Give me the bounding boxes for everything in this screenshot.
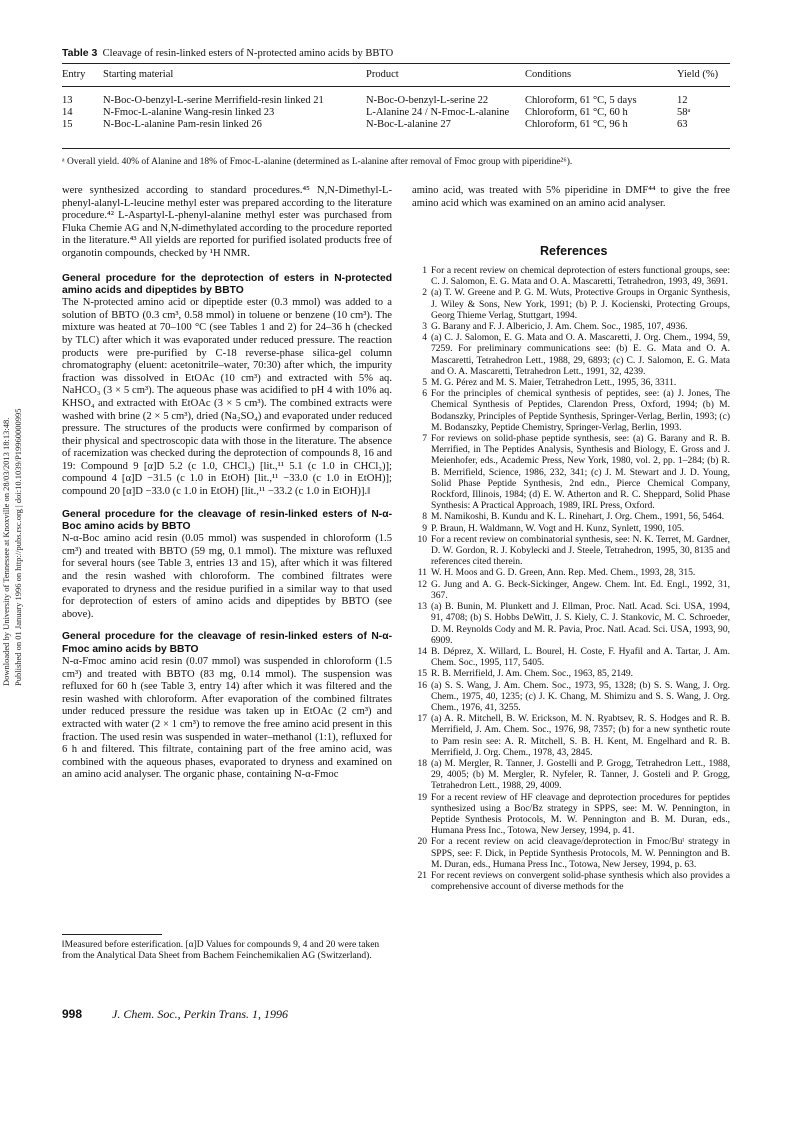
reference-item xyxy=(412,287,730,321)
reference-item xyxy=(412,668,730,679)
cell-yield: 58ᵃ xyxy=(677,107,691,118)
reference-number: 17 xyxy=(417,713,427,725)
reference-item xyxy=(412,511,730,522)
table-header-product: Product xyxy=(366,69,399,80)
reference-text: B. Déprez, X. Willard, L. Bourel, H. Coste, F. Hyafil and A. Tartar, J. Am. Chem. Soc., 1995, 117, 5405. xyxy=(431,645,730,669)
reference-item xyxy=(412,534,730,568)
reference-item xyxy=(412,579,730,601)
cell-conditions: Chloroform, 61 °C, 60 h xyxy=(525,107,628,118)
cell-start: N-Fmoc-L-alanine Wang-resin linked 23 xyxy=(103,107,275,118)
table-row xyxy=(62,107,730,119)
reference-item xyxy=(412,646,730,668)
table-top-rule xyxy=(62,63,730,64)
reference-item xyxy=(412,265,730,287)
reference-text: (a) M. Mergler, R. Tanner, J. Gostelli and P. Grogg, Tetrahedron Lett., 1988, 29, 4005; (b) M. Mergler, R. Nyfeler, R. Tanner, J. Gosteli and P. Grogg, Tetrahedron Lett., 1988, 29, 4009. xyxy=(431,757,730,792)
cell-product: N-Boc-L-alanine 27 xyxy=(366,119,451,130)
table-caption-text: Cleavage of resin-linked esters of N-protected amino acids by BBTO xyxy=(102,48,394,59)
reference-number: 15 xyxy=(417,668,427,680)
cell-yield: 12 xyxy=(677,95,688,106)
table-bottom-rule xyxy=(62,148,730,149)
reference-item xyxy=(412,567,730,578)
reference-text: For a recent review on chemical deprotection of esters functional groups, see: C. J. Salomon, E. G. Mata and O. A. Mascaretti, Tetrahedron, 1993, 49, 3691. xyxy=(431,265,730,288)
left-column xyxy=(62,185,392,782)
table-caption-label: Table 3 xyxy=(62,47,98,59)
reference-item xyxy=(412,433,730,511)
reference-item xyxy=(412,601,730,646)
cell-start: N-Boc-O-benzyl-L-serine Merrifield-resin linked 21 xyxy=(103,95,324,106)
reference-number: 21 xyxy=(417,869,427,881)
table-header-start: Starting material xyxy=(103,69,174,80)
reference-item xyxy=(412,388,730,433)
reference-number: 18 xyxy=(417,757,427,769)
reference-text: (a) S. S. Wang, J. Am. Chem. Soc., 1973, 95, 1328; (b) S. S. Wang, J. Org. Chem., 1975, 40, 1235; (c) J. K. Chang, M. Shimizu and S. S. Wang, J. Org. Chem., 1976, 41, 3255. xyxy=(431,679,730,713)
reference-text: For recent reviews on convergent solid-phase synthesis which also provides a comprehensive account of diverse methods for the xyxy=(431,869,730,893)
reference-number: 13 xyxy=(417,601,427,613)
reference-item xyxy=(412,332,730,377)
cell-product: L-Alanine 24 / N-Fmoc-L-alanine xyxy=(366,107,510,118)
reference-number: 11 xyxy=(417,567,427,579)
deprotection-paragraph: The N-protected amino acid or dipeptide ester (0.3 mmol) was added to a solution of BBTO (0.3 cm³, 0.58 mmol) in toluene or benzene (10 cm³). The mixture was heated at 70–100 °C (see Tables 1 and 2) for 24–36 h (checked by TLC) after which it was evaporated under reduced pressure. The reaction products were pre-purified by C-18 reverse-phase silica-gel column chromatography (eluent: acetonitrile–water, 70:30) after which, the impurity fraction was dissolved in EtOAc (10 cm³) and extracted with 5% aq. NaHCO₃ (3 × 5 cm³). The aqueous phase was acidified to pH 4 with 10% aq. KHSO₄ and extracted with EtOAc (3 × 5 cm³). The combined extracts were washed with brine (2 × 5 cm³), dried (Na₂SO₄) and evaporated under reduced pressure. The structures of the products were confirmed by comparison of their physical and spectroscopic data with those in the literature. The absence of racemization was checked during the deprotection of compounds 8, 16 and 19: Compound 9 [α]D 5.2 (c 1.0, CHCl₃) [lit.,¹¹ 5.1 (c 1.0 in CHCl₃)]; compound 4 [α]D −31.5 (c 1.0 in EtOH) [lit.,¹¹ −33.0 (c 1.0 in EtOH)]; compound 20 [α]D −33.0 (c 1.0 in EtOH) [lit.,¹¹ −33.2 (c 1.0 in EtOH)].‖ xyxy=(62,297,392,498)
table-row xyxy=(62,95,730,107)
reference-text: G. Jung and A. G. Beck-Sickinger, Angew. Chem. Int. Ed. Engl., 1992, 31, 367. xyxy=(431,578,730,601)
cell-entry: 13 xyxy=(62,95,73,106)
reference-number: 4 xyxy=(422,332,427,344)
footnote-rule xyxy=(62,934,162,935)
reference-text: M. G. Pérez and M. S. Maier, Tetrahedron Lett., 1995, 36, 3311. xyxy=(431,377,677,389)
reference-text: (a) A. R. Mitchell, B. W. Erickson, M. N. Ryabtsev, R. S. Hodges and R. B. Merrifield, J. Am. Chem. Soc., 1976, 98, 7357; (b) for a new synthetic route to Pam resin see: A. R. Mitchell, S. B. H. Kent, M. Engelhard and R. B. Merrifield, J. Org. Chem., 1978, 43, 2845. xyxy=(431,713,730,758)
reference-text: (a) T. W. Greene and P. G. M. Wuts, Protective Groups in Organic Synthesis, J. Wiley & Sons, New York, 1991; (b) P. J. Kocienski, Protecting Groups, Georg Thieme Verlag, Stuttgart, 1994. xyxy=(431,287,730,321)
references-heading: References xyxy=(540,244,608,258)
reference-number: 20 xyxy=(417,836,427,848)
cell-product: N-Boc-O-benzyl-L-serine 22 xyxy=(366,95,489,106)
right-column-intro: amino acid, was treated with 5% piperidine in DMF⁴⁴ to give the free amino acid which was examined on an amino acid analyser. xyxy=(412,185,730,209)
section-heading-fmoc: General procedure for the cleavage of resin-linked esters of N-α-Fmoc amino acids by BBTO xyxy=(62,631,392,655)
reference-text: (a) B. Bunin, M. Plunkett and J. Ellman, Proc. Natl. Acad. Sci. USA, 1994, 91, 4708; (b) S. Hobbs DeWitt, J. S. Kiely, C. J. Stankovic, M. C. Schroeder, D. M. Reynolds Cody and M. R. Pavia, Proc. Natl. Acad. Sci. USA, 1993, 90, 6909. xyxy=(431,601,730,646)
reference-number: 1 xyxy=(422,265,427,276)
intro-paragraph: were synthesized according to standard procedures.⁴⁵ N,N-Dimethyl-L-phenyl-alanyl-L-leucine methyl ester was prepared according to the literature procedure.⁴² L-Aspartyl-L-phenyl-alanine methyl ester was purchased from Fluka Chemie AG and N,N-dimethylated according to the procedure reported in the literature.⁴³ All yields are reported for purified isolated products free of organotin compounds, checked by ¹H NMR. xyxy=(62,185,392,259)
references-list xyxy=(412,265,730,892)
table-header-entry: Entry xyxy=(62,69,86,80)
reference-item xyxy=(412,680,730,714)
cell-yield: 63 xyxy=(677,119,688,130)
reference-item xyxy=(412,836,730,870)
fmoc-paragraph: N-α-Fmoc amino acid resin (0.07 mmol) was suspended in chloroform (1.5 cm³) and treated with BBTO (83 mg, 0.14 mmol). The suspension was refluxed for 60 h (see Table 3, entry 14) after which it was filtered and the resin washed with chloroform. After evaporation of the combined filtrates under reduced pressure the residue was taken up in EtOAc (2 cm³) and extracted with water (2 × 1 cm³) to remove the free amino acid present in this fraction. The used resin was suspended in water–methanol (1:1), refluxed for 6 h and filtered. This filtrate, containing part of the free amino acid, was combined with the aqueous phases, evaporated to dryness and examined on an amino acid analyser. The organic phase, containing N-α-Fmoc xyxy=(62,656,392,781)
reference-text: For reviews on solid-phase peptide synthesis, see: (a) G. Barany and R. B. Merrified, in The Peptides Analysis, Synthesis and Biology, E. Gross and J. Meienhofer, eds., Academic Press, New York, 1980, vol. 2, pp. 1–284; (b) R. B. Merrifield, Science, 1986, 232, 341; (c) J. M. Stewart and J. D. Young, Solid Phase Peptide Synthesis, 2nd edn., Pierce Chemical Company, Rockford, Illinois, 1984; (d) E. W. Atherton and R. C. Sheppard, Solid Phase Synthesis: A Practical Approach, 1989, IRL Press, Oxford. xyxy=(431,433,730,512)
section-heading-deprotection: General procedure for the deprotection of esters in N-protected amino acids and dipeptides by BBTO xyxy=(62,272,392,296)
reference-item xyxy=(412,758,730,792)
reference-text: (a) C. J. Salomon, E. G. Mata and O. A. Mascaretti, J. Org. Chem., 1994, 59, 7259. For preliminary communications see: (b) E. G. Mata and O. A. Mascaretti, Tetrahedron Lett., 1988, 29, 6893; (c) C. J. Salomon, E. G. Mata and O. A. Mascaretti, Tetrahedron Lett., 1991, 32, 4239. xyxy=(431,332,730,377)
cell-conditions: Chloroform, 61 °C, 96 h xyxy=(525,119,628,130)
reference-item xyxy=(412,377,730,388)
reference-text: G. Barany and F. J. Albericio, J. Am. Chem. Soc., 1985, 107, 4936. xyxy=(431,321,688,333)
journal-citation: J. Chem. Soc., Perkin Trans. 1, 1996 xyxy=(112,1007,288,1021)
table-row xyxy=(62,119,730,131)
reference-item xyxy=(412,523,730,534)
reference-number: 3 xyxy=(422,321,427,333)
table-header-yield: Yield (%) xyxy=(677,69,719,80)
reference-item xyxy=(412,713,730,758)
reference-text: For a recent review of HF cleavage and deprotection procedures for peptides synthesized using a Boc/Bz strategy in SPPS, see: M. W. Pennington, in Peptide Synthesis Protocols, M. W. Pennington and B. M. Duran, eds., Humana Press Inc., Totowa, New Jersey, 1994, p. 41. xyxy=(431,791,730,837)
cell-entry: 14 xyxy=(62,107,73,118)
reference-number: 14 xyxy=(417,645,427,657)
download-watermark xyxy=(0,236,26,696)
reference-number: 9 xyxy=(422,522,427,534)
section-heading-boc: General procedure for the cleavage of resin-linked esters of N-α-Boc amino acids by BBTO xyxy=(62,508,392,532)
download-note: Downloaded by University of Tennessee at Knoxville on 28/03/2013 18:13:48. xyxy=(1,417,11,686)
reference-item xyxy=(412,321,730,332)
cell-conditions: Chloroform, 61 °C, 5 days xyxy=(525,95,637,106)
reference-text: W. H. Moos and G. D. Green, Ann. Rep. Med. Chem., 1993, 28, 315. xyxy=(431,567,696,579)
doi-note: Published on 01 January 1996 on http://pubs.rsc.org | doi:10.1039/P19960000995 xyxy=(13,408,23,686)
table-caption xyxy=(62,47,393,59)
boc-paragraph: N-α-Boc amino acid resin (0.05 mmol) was suspended in chloroform (1.5 cm³) and treated with BBTO (59 mg, 0.1 mmol). The mixture was refluxed for several hours (see Table 3, entries 13 and 15), after which it was filtered and the resin washed with chloroform. The combined filtrates were evaporated to dryness and the residue purified in a similar way to that used for deprotection of esters of amino acids and dipeptides by BBTO (see above). xyxy=(62,533,392,620)
reference-text: R. B. Merrifield, J. Am. Chem. Soc., 1963, 85, 2149. xyxy=(431,668,634,680)
reference-number: 8 xyxy=(422,511,427,523)
reference-number: 6 xyxy=(422,388,427,400)
reference-text: M. Namikoshi, B. Kundu and K. L. Rinehart, J. Org. Chem., 1991, 56, 5464. xyxy=(431,511,725,523)
page-number: 998 xyxy=(62,1007,83,1021)
reference-number: 2 xyxy=(422,287,427,299)
reference-number: 19 xyxy=(417,791,427,803)
reference-number: 5 xyxy=(422,377,427,389)
cell-start: N-Boc-L-alanine Pam-resin linked 26 xyxy=(103,119,262,130)
table-header-rule xyxy=(62,86,730,87)
table-body xyxy=(62,95,730,131)
reference-text: For the principles of chemical synthesis of peptides, see: (a) J. Jones, The Chemical Synthesis of Peptides, Clarendon Press, Oxford, 1994; (b) M. Bodanszky, Principles of Peptide Synthesis, Springer-Verlag, Berlin, 1993; (c) M. Bodanszky, Peptide Chemistry, Springer-Verlag, Berlin, 1993. xyxy=(431,388,730,433)
cell-entry: 15 xyxy=(62,119,73,130)
reference-text: For a recent review on acid cleavage/deprotection in Fmoc/Buᵗ strategy in SPPS, see: F. Dick, in Peptide Synthesis Protocols, M. W. Pennington and B. M. Duran, eds., Humana Press Inc., Totowa, New Jersey, 1994, p. 63. xyxy=(431,836,730,870)
reference-item xyxy=(412,870,730,892)
page-footnote: ‖Measured before esterification. [α]D Values for compounds 9, 4 and 20 were taken from the Analytical Data Sheet from Bachem Feinchemikalien AG (Switzerland). xyxy=(62,940,380,962)
reference-text: P. Braun, H. Waldmann, W. Vogt and H. Kunz, Synlett, 1990, 105. xyxy=(431,522,685,534)
reference-item xyxy=(412,792,730,837)
reference-number: 12 xyxy=(417,578,427,590)
reference-number: 10 xyxy=(417,533,427,545)
reference-number: 16 xyxy=(417,679,427,691)
table-header-conditions: Conditions xyxy=(525,69,572,80)
reference-number: 7 xyxy=(422,433,427,445)
table-footnote: ᵃ Overall yield. 40% of Alanine and 18% of Fmoc-L-alanine (determined as L-alanine after removal of Fmoc group with piperidine²⁶). xyxy=(62,157,573,167)
reference-text: For a recent review on combinatorial synthesis, see: N. K. Terret, M. Gardner, D. W. Gordon, R. J. Kobylecki and J. Steele, Tetrahedron, 1995, 30, 8135 and references cited therein. xyxy=(431,533,730,568)
